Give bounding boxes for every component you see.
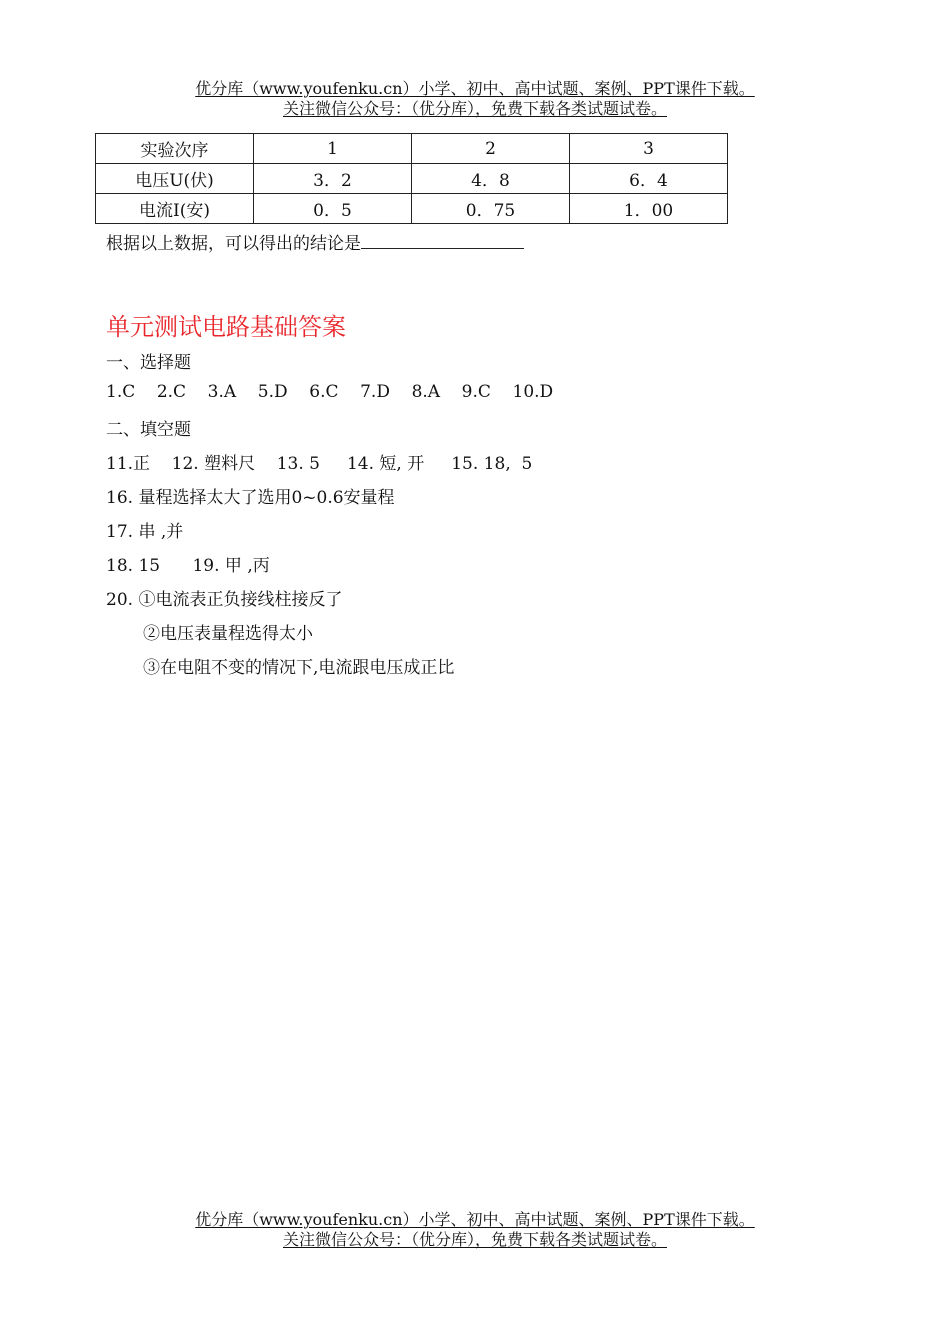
conclusion-question	[106, 229, 524, 254]
table-cell: 实验次序	[96, 134, 254, 164]
page-header	[0, 79, 950, 119]
table-row	[96, 194, 728, 224]
table-cell: 1	[254, 134, 412, 164]
footer-line-1: 优分库（www.youfenku.cn）小学、初中、高中试题、案例、PPT课件下载。	[195, 1210, 755, 1229]
fill-answer-20: 20. ①电流表正负接线柱接反了	[106, 590, 343, 610]
table-cell: 电流I(安)	[96, 194, 254, 224]
conclusion-text: 根据以上数据，可以得出的结论是	[106, 234, 361, 254]
table-cell: 4．8	[412, 164, 570, 194]
table-cell: 1．00	[570, 194, 728, 224]
table-cell: 6．4	[570, 164, 728, 194]
section-fill-heading: 二、填空题	[106, 420, 191, 440]
experiment-table	[95, 133, 728, 224]
table-row	[96, 164, 728, 194]
fill-answer-16: 16. 量程选择太大了选用0~0.6安量程	[106, 488, 395, 508]
fill-answer-20-part2: ②电压表量程选得太小	[143, 624, 313, 644]
table-cell: 电压U(伏)	[96, 164, 254, 194]
header-line-2: 关注微信公众号：（优分库），免费下载各类试题试卷。	[282, 99, 667, 118]
header-line-1: 优分库（www.youfenku.cn）小学、初中、高中试题、案例、PPT课件下载。	[195, 79, 755, 98]
fill-answers-11-15: 11.正 12. 塑料尺 13. 5 14. 短, 开 15. 18, 5	[106, 454, 533, 474]
section-choice-heading: 一、选择题	[106, 353, 191, 373]
table-cell: 0．5	[254, 194, 412, 224]
page-footer	[0, 1210, 950, 1250]
table-cell: 3．2	[254, 164, 412, 194]
table-cell: 0．75	[412, 194, 570, 224]
fill-answer-20-part3: ③在电阻不变的情况下,电流跟电压成正比	[143, 658, 455, 678]
answer-blank	[361, 232, 524, 249]
table-cell: 2	[412, 134, 570, 164]
table-cell: 3	[570, 134, 728, 164]
fill-answer-17: 17. 串 ,并	[106, 522, 184, 542]
answers-title: 单元测试电路基础答案	[106, 313, 346, 341]
choice-answers: 1.C 2.C 3.A 5.D 6.C 7.D 8.A 9.C 10.D	[106, 382, 554, 402]
table-row	[96, 134, 728, 164]
footer-line-2: 关注微信公众号：（优分库），免费下载各类试题试卷。	[282, 1230, 667, 1249]
fill-answers-18-19: 18. 15 19. 甲 ,丙	[106, 556, 270, 576]
